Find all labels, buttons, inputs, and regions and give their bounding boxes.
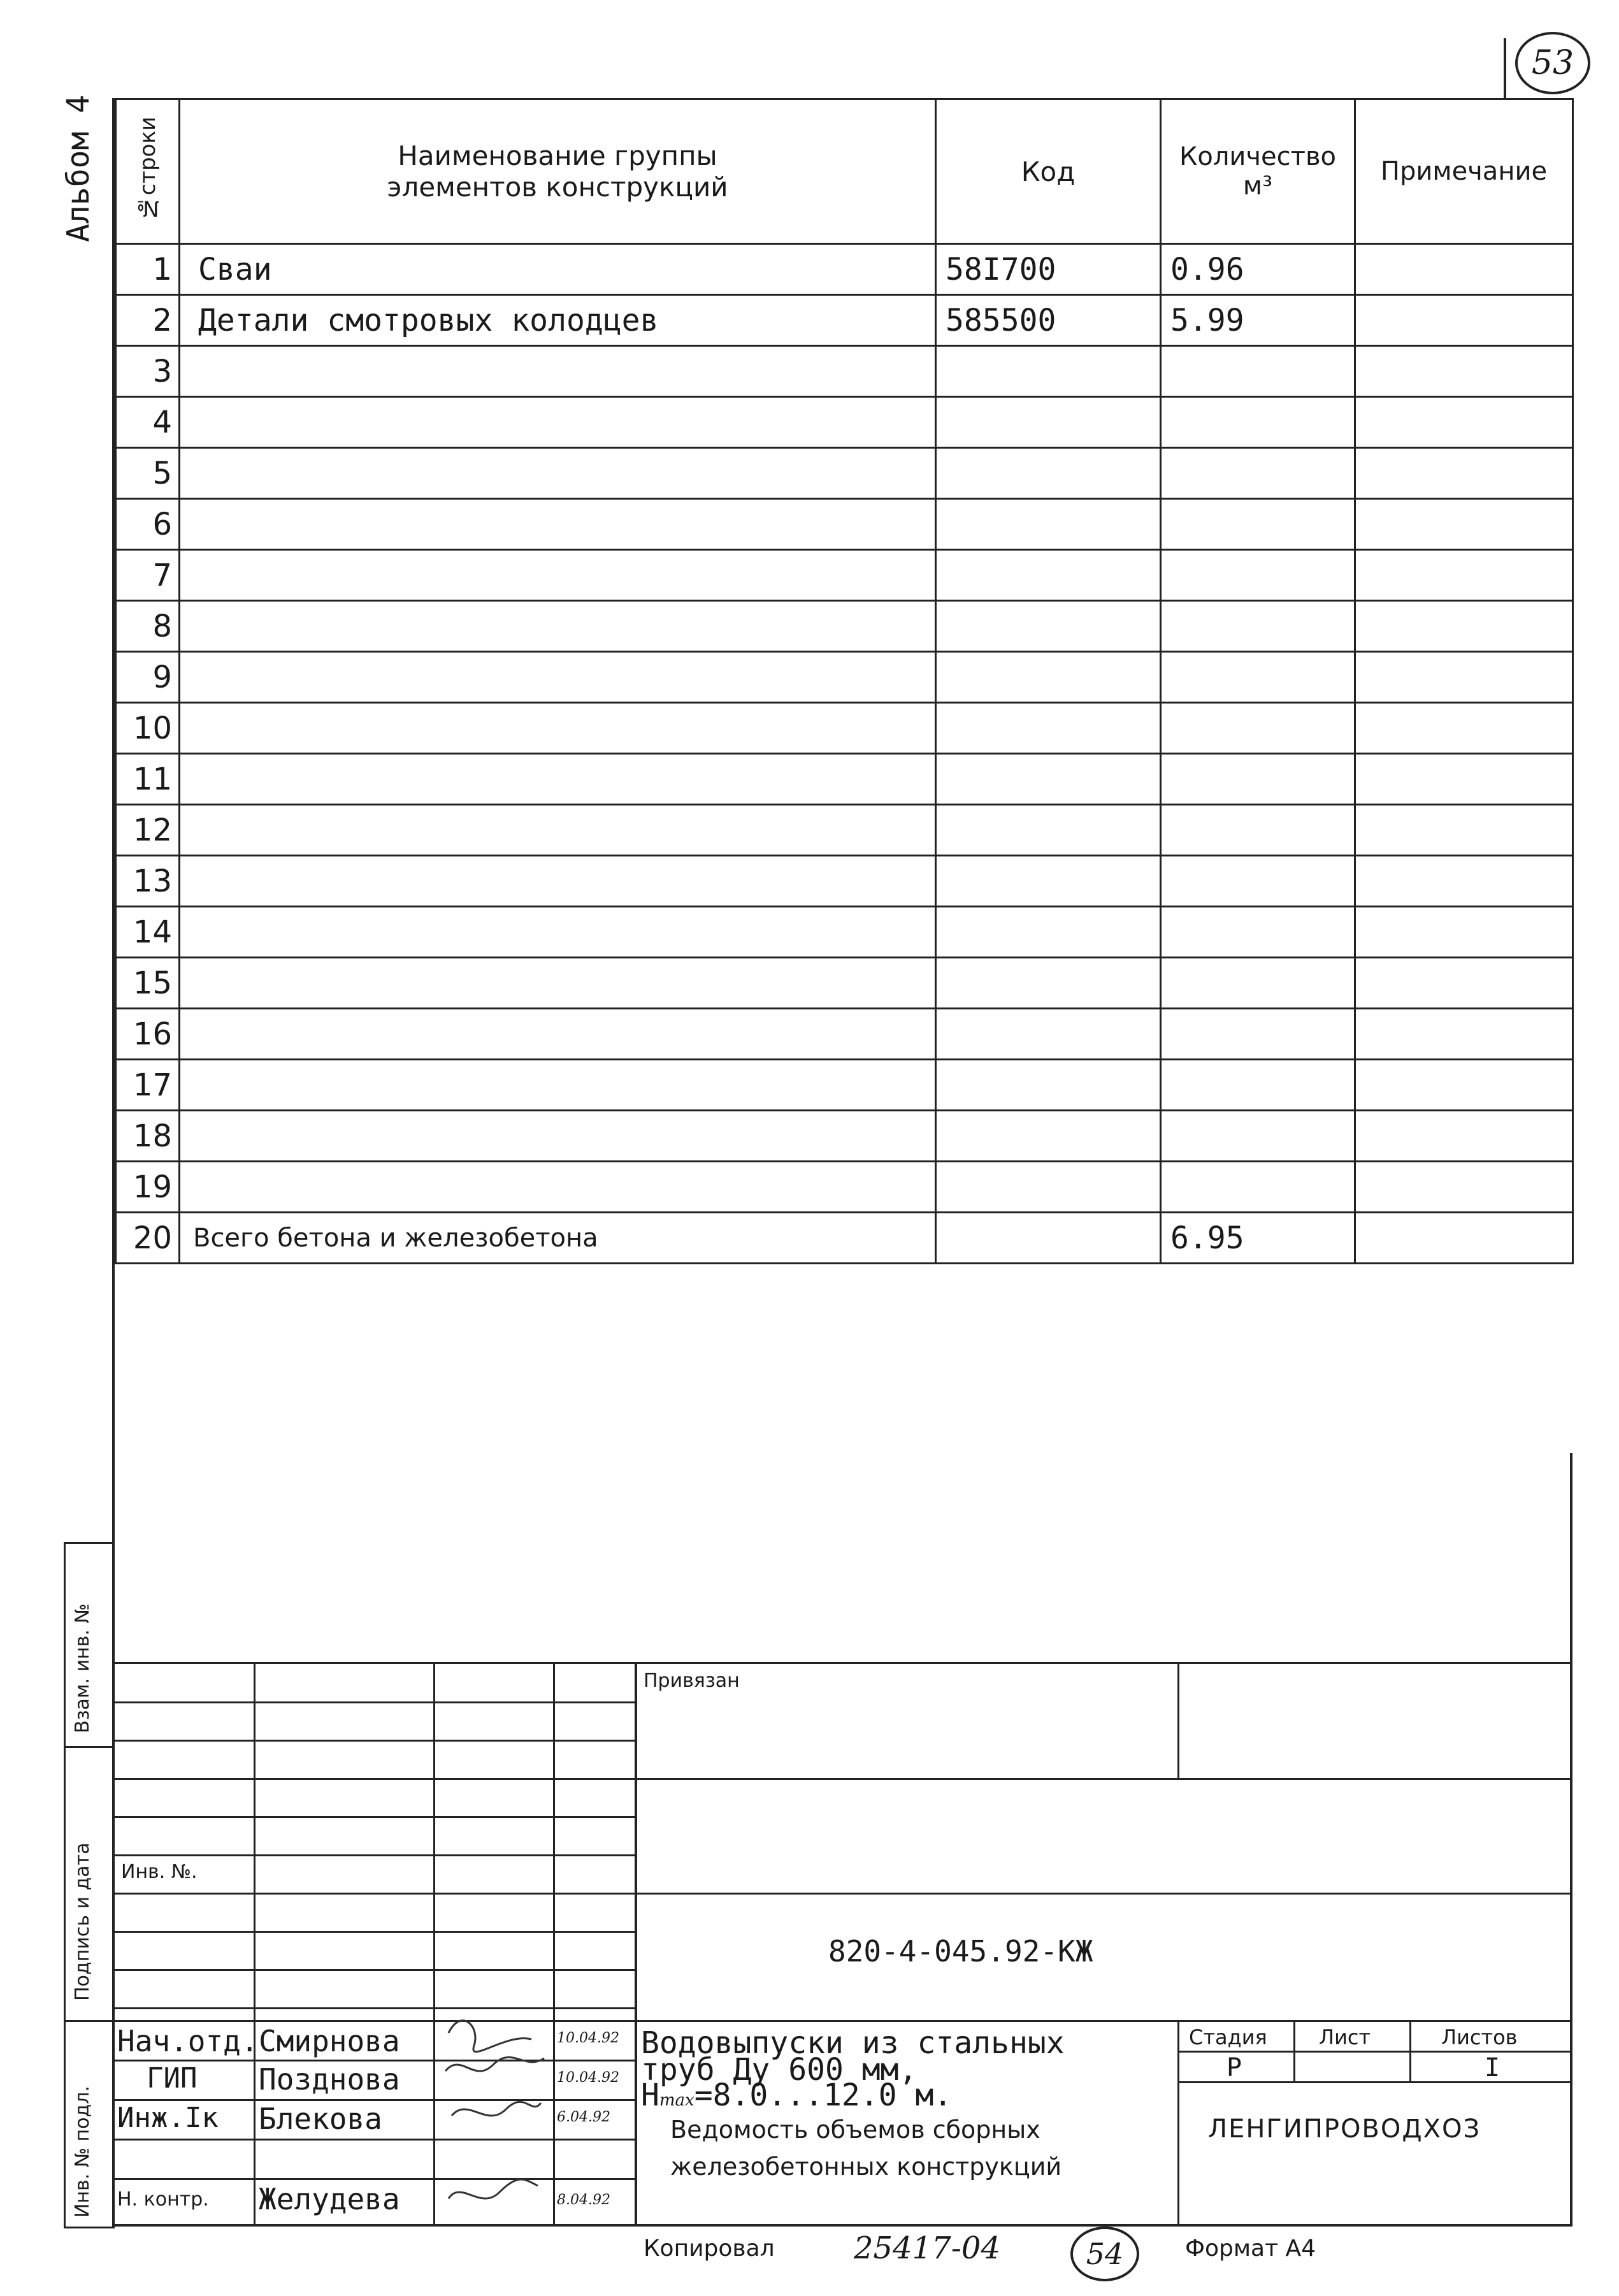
person-date: 8.04.92: [557, 2192, 610, 2208]
row-code: [936, 703, 1161, 754]
stamp-h6: [115, 1893, 1572, 1895]
stamp-h9: [115, 2007, 636, 2009]
sheet-title-line-2: железобетонных конструкций: [670, 2153, 1062, 2181]
row-quantity: [1161, 499, 1355, 550]
row-note: [1355, 499, 1573, 550]
table-row: [116, 295, 1573, 346]
row-number: 19: [116, 1162, 180, 1213]
row-name: [180, 346, 936, 397]
stamp-h12: [115, 2099, 636, 2101]
person-name: Блекова: [259, 2102, 382, 2136]
table-row: [116, 754, 1573, 805]
row-code: [936, 958, 1161, 1009]
row-number: 2: [116, 295, 180, 346]
row-quantity: [1161, 1162, 1355, 1213]
stamp-h3: [115, 1778, 1572, 1780]
stage-v2: [1409, 2020, 1411, 2081]
row-name: [180, 703, 936, 754]
side-div-4: [64, 2227, 115, 2228]
row-number: 10: [116, 703, 180, 754]
table-row: [116, 1060, 1573, 1111]
album-label: Альбом 4: [61, 94, 96, 242]
row-code: [936, 907, 1161, 958]
privyazan-divider: [1177, 1662, 1179, 1778]
row-quantity: [1161, 448, 1355, 499]
page-number-text: 53: [1531, 44, 1574, 82]
table-row: [116, 601, 1573, 652]
row-code: [936, 601, 1161, 652]
row-quantity: [1161, 1009, 1355, 1060]
stamp-h4: [115, 1816, 636, 1818]
table-row: [116, 346, 1573, 397]
row-number: 13: [116, 856, 180, 907]
podpis-data-label: Подпись и дата: [71, 1842, 94, 2001]
row-code: [936, 499, 1161, 550]
stamp-h7: [115, 1931, 636, 1933]
row-note: [1355, 550, 1573, 601]
copied-label: Копировал: [644, 2235, 775, 2262]
row-number: 18: [116, 1111, 180, 1162]
row-name: [180, 1060, 936, 1111]
row-quantity: [1161, 703, 1355, 754]
row-note: [1355, 1213, 1573, 1264]
row-note: [1355, 346, 1573, 397]
table-row: [116, 499, 1573, 550]
person-date: 10.04.92: [557, 2030, 619, 2046]
row-number: 3: [116, 346, 180, 397]
side-div-3: [64, 2020, 115, 2022]
sheets-value: I: [1485, 2053, 1500, 2083]
row-note: [1355, 1162, 1573, 1213]
row-quantity: 0.96: [1161, 244, 1355, 295]
row-code: [936, 1213, 1161, 1264]
header-row-no: №строки: [116, 99, 180, 244]
format-label: Формат А4: [1185, 2235, 1316, 2262]
row-code: 58I700: [936, 244, 1161, 295]
table-row: [116, 448, 1573, 499]
person-role: ГИП: [147, 2062, 198, 2095]
row-name: [180, 1009, 936, 1060]
row-name: Всего бетона и железобетона: [180, 1213, 936, 1264]
row-name: [180, 397, 936, 448]
row-name: [180, 652, 936, 703]
person-name: Желудева: [259, 2182, 400, 2216]
row-note: [1355, 1060, 1573, 1111]
row-code: [936, 550, 1161, 601]
side-col-left: [64, 1542, 66, 2227]
row-quantity: [1161, 652, 1355, 703]
row-note: [1355, 754, 1573, 805]
row-note: [1355, 295, 1573, 346]
row-note: [1355, 907, 1573, 958]
row-name: [180, 907, 936, 958]
row-quantity: [1161, 907, 1355, 958]
row-number: 4: [116, 397, 180, 448]
row-number: 20: [116, 1213, 180, 1264]
header-code: Код: [936, 99, 1161, 244]
sheet-label: Лист: [1319, 2025, 1371, 2049]
row-name: [180, 958, 936, 1009]
row-note: [1355, 244, 1573, 295]
person-role: Н. контр.: [117, 2188, 209, 2211]
row-note: [1355, 1111, 1573, 1162]
stamp-h14: [115, 2178, 636, 2180]
copy-sheet-number: 54: [1086, 2237, 1124, 2271]
row-name: [180, 754, 936, 805]
row-number: 17: [116, 1060, 180, 1111]
sheets-label: Листов: [1441, 2025, 1518, 2049]
row-number: 7: [116, 550, 180, 601]
row-note: [1355, 397, 1573, 448]
row-code: [936, 1060, 1161, 1111]
title-line-1: Водовыпуски из стальных: [641, 2025, 1065, 2061]
person-date: 6.04.92: [557, 2109, 610, 2125]
stamp-h13: [115, 2139, 636, 2141]
row-name: [180, 856, 936, 907]
designation: 820-4-045.92-КЖ: [828, 1934, 1093, 1968]
vzam-inv-label: Взам. инв. №: [71, 1603, 94, 1733]
row-quantity: [1161, 958, 1355, 1009]
row-number: 8: [116, 601, 180, 652]
row-code: 585500: [936, 295, 1161, 346]
row-quantity: [1161, 1111, 1355, 1162]
row-number: 5: [116, 448, 180, 499]
row-code: [936, 754, 1161, 805]
row-note: [1355, 1009, 1573, 1060]
stamp-h1: [115, 1701, 636, 1703]
row-name: [180, 499, 936, 550]
person-role: Инж.Iк: [117, 2102, 219, 2134]
person-date: 10.04.92: [557, 2070, 619, 2086]
frame-bottom: [112, 2224, 1572, 2227]
table-row: [116, 1162, 1573, 1213]
stamp-h5: [115, 1854, 636, 1856]
stamp-v1: [254, 1662, 255, 2227]
row-number: 6: [116, 499, 180, 550]
row-name: [180, 601, 936, 652]
person-role: Нач.отд.: [117, 2024, 259, 2058]
row-quantity: [1161, 856, 1355, 907]
header-quantity: Количество м³: [1161, 99, 1355, 244]
row-note: [1355, 448, 1573, 499]
row-name: [180, 448, 936, 499]
table-row: [116, 856, 1573, 907]
stamp-h8: [115, 1969, 636, 1971]
row-code: [936, 805, 1161, 856]
row-quantity: [1161, 601, 1355, 652]
row-number: 16: [116, 1009, 180, 1060]
stage-row-1: [1177, 2051, 1572, 2053]
row-code: [936, 1111, 1161, 1162]
page-number-tick: [1504, 38, 1506, 99]
header-note: Примечание: [1355, 99, 1573, 244]
table-row: [116, 244, 1573, 295]
row-quantity: [1161, 1060, 1355, 1111]
stamp-h2: [115, 1740, 636, 1742]
row-code: [936, 1009, 1161, 1060]
volumes-table: [115, 98, 1574, 1264]
title-line-2: труб Ду 600 мм,: [641, 2052, 917, 2088]
table-row: [116, 703, 1573, 754]
stage-value: Р: [1227, 2053, 1242, 2083]
organization: ЛЕНГИПРОВОДХОЗ: [1208, 2114, 1481, 2144]
row-number: 1: [116, 244, 180, 295]
inv-podl-label: Инв. № подл.: [71, 2086, 94, 2218]
row-quantity: [1161, 397, 1355, 448]
row-number: 9: [116, 652, 180, 703]
header-name: Наименование группы элементов конструкций: [180, 99, 936, 244]
table-header-row: [116, 99, 1573, 244]
stamp-h11: [115, 2060, 636, 2061]
row-code: [936, 397, 1161, 448]
person-name: Позднова: [259, 2062, 400, 2097]
stamp-v4: [635, 1662, 637, 2227]
row-code: [936, 856, 1161, 907]
row-note: [1355, 703, 1573, 754]
table-row: [116, 907, 1573, 958]
row-quantity: 6.95: [1161, 1213, 1355, 1264]
stamp-v2: [433, 1662, 435, 2227]
row-name: [180, 1162, 936, 1213]
table-row: [116, 397, 1573, 448]
row-code: [936, 652, 1161, 703]
row-note: [1355, 601, 1573, 652]
copy-sheet-circle: [1070, 2227, 1139, 2281]
row-code: [936, 1162, 1161, 1213]
signatures: [436, 1988, 554, 2243]
row-name: [180, 805, 936, 856]
row-number: 11: [116, 754, 180, 805]
table-row: [116, 805, 1573, 856]
row-name: [180, 550, 936, 601]
row-quantity: [1161, 346, 1355, 397]
side-div-1: [64, 1542, 115, 1544]
stamp-h10: [115, 2020, 1572, 2022]
row-number: 14: [116, 907, 180, 958]
stamp-top: [115, 1662, 1572, 1664]
inv-no-label: Инв. №.: [121, 1861, 198, 1883]
stage-label: Стадия: [1189, 2025, 1267, 2049]
table-row-total: [116, 1213, 1573, 1264]
row-note: [1355, 856, 1573, 907]
row-note: [1355, 958, 1573, 1009]
table-row: [116, 958, 1573, 1009]
page-number: [1515, 32, 1590, 94]
sheet-title-line-1: Ведомость объемов сборных: [670, 2116, 1040, 2144]
table-row: [116, 1111, 1573, 1162]
row-code: [936, 448, 1161, 499]
copy-number: 25417-04: [854, 2230, 1000, 2266]
row-name: Детали смотровых колодцев: [180, 295, 936, 346]
table-row: [116, 1009, 1573, 1060]
person-name: Смирнова: [259, 2024, 400, 2058]
row-quantity: 5.99: [1161, 295, 1355, 346]
frame-right: [1570, 1453, 1572, 2227]
row-name: Сваи: [180, 244, 936, 295]
row-note: [1355, 805, 1573, 856]
row-number: 12: [116, 805, 180, 856]
table-row: [116, 550, 1573, 601]
row-name: [180, 1111, 936, 1162]
title-line-3: Нmax=8.0...12.0 м.: [641, 2077, 953, 2113]
row-quantity: [1161, 805, 1355, 856]
row-quantity: [1161, 550, 1355, 601]
row-code: [936, 346, 1161, 397]
privyazan-label: Привязан: [644, 1670, 740, 1692]
row-number: 15: [116, 958, 180, 1009]
table-row: [116, 652, 1573, 703]
row-note: [1355, 652, 1573, 703]
side-div-2: [64, 1746, 115, 1748]
stage-v1: [1293, 2020, 1295, 2081]
row-quantity: [1161, 754, 1355, 805]
